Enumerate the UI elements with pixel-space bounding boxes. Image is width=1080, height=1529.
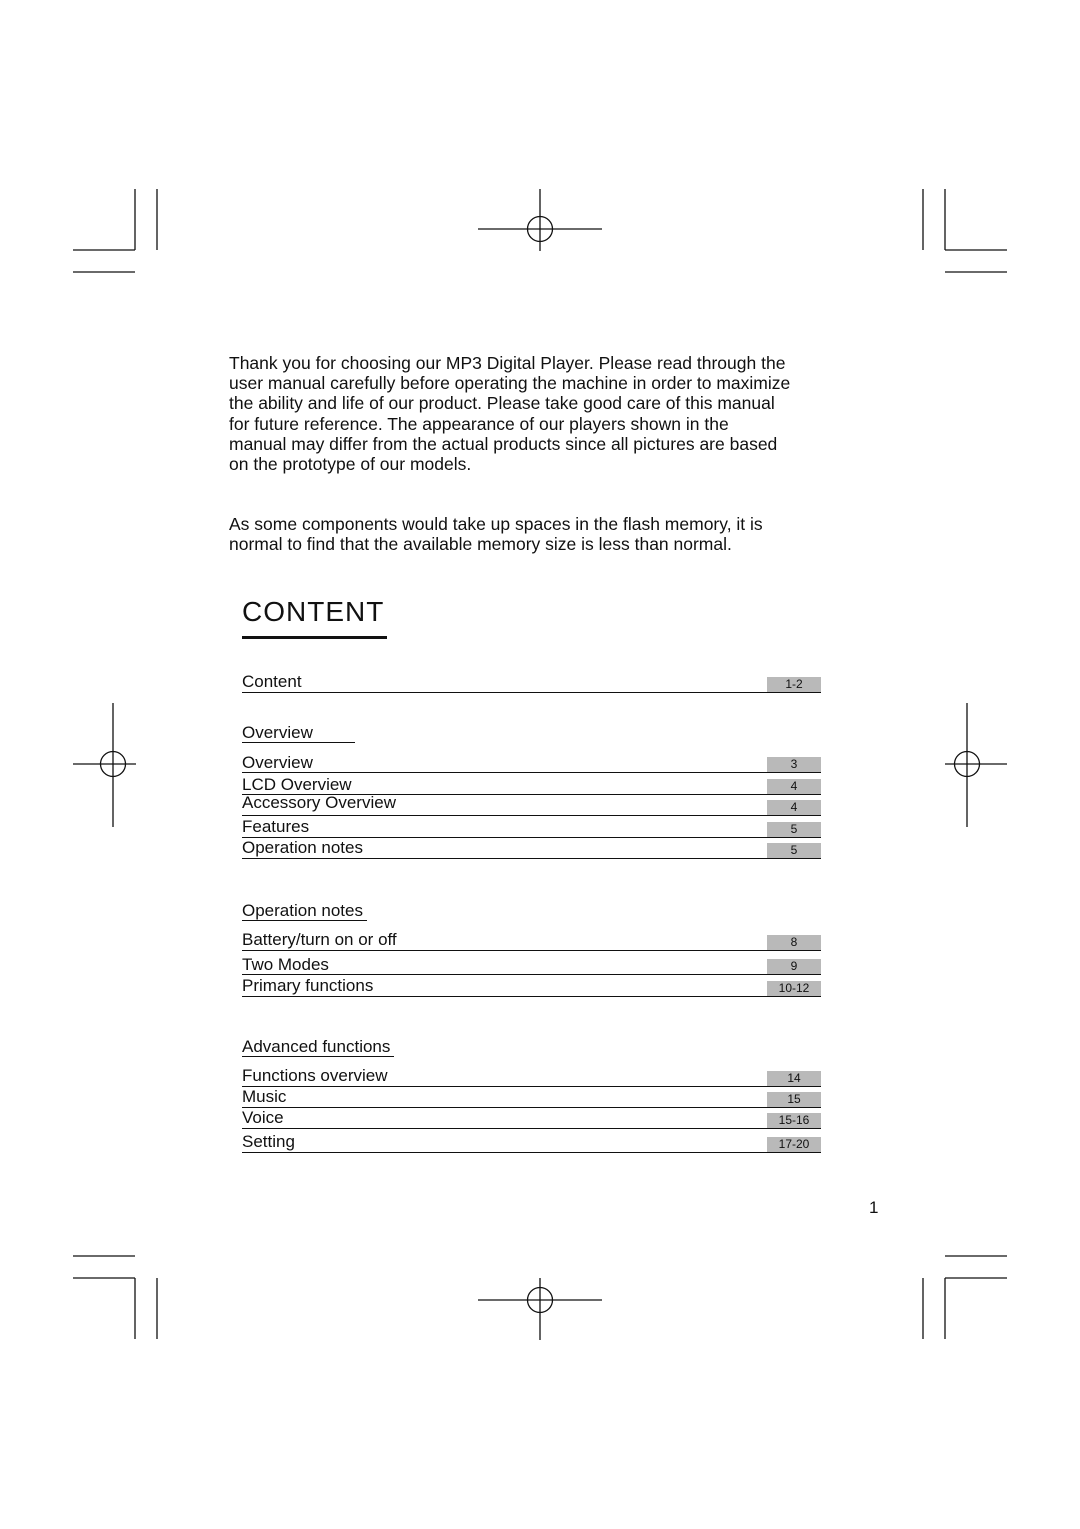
intro-paragraph-2: [229, 514, 859, 554]
toc-label: Overview: [242, 753, 313, 772]
toc-page-number: 14: [767, 1071, 821, 1086]
toc-row: [242, 773, 821, 795]
toc-page-number: 5: [767, 822, 821, 837]
toc-page-number: 17-20: [767, 1137, 821, 1152]
toc-row: [242, 794, 821, 816]
intro-line: manual may differ from the actual products since all pictures are based: [229, 433, 778, 454]
toc-row: [242, 953, 821, 975]
toc-label: LCD Overview: [242, 775, 352, 794]
toc-label: Setting: [242, 1132, 295, 1151]
section-title-overview: Overview: [242, 724, 355, 743]
toc-label: Voice: [242, 1108, 284, 1127]
intro-line: Thank you for choosing our MP3 Digital Player. Please read through the: [229, 353, 786, 373]
content-heading: CONTENT: [242, 596, 385, 627]
toc-page-number: 9: [767, 959, 821, 974]
toc-page-number: 15: [767, 1092, 821, 1107]
toc-label: Functions overview: [242, 1066, 388, 1085]
section-title-advanced-functions: Advanced functions: [242, 1038, 394, 1057]
intro-paragraph-1: [229, 353, 859, 474]
toc-row: [242, 837, 821, 859]
section-title-operation-notes: Operation notes: [242, 902, 367, 921]
toc-page-number: 4: [767, 800, 821, 815]
toc-label: Music: [242, 1087, 287, 1106]
toc-page-number: 1-2: [767, 677, 821, 692]
intro-line: for future reference. The appearance of our players shown in the: [229, 413, 729, 434]
page-number: 1: [869, 1198, 879, 1217]
toc-label: Accessory Overview: [242, 793, 396, 812]
toc-page-number: 15-16: [767, 1113, 821, 1128]
toc-label: Two Modes: [242, 955, 329, 974]
intro-line: the ability and life of our product. Please take good care of this manual: [229, 393, 775, 414]
intro-line: user manual carefully before operating the machine in order to maximize: [229, 373, 791, 394]
heading-underline: [242, 636, 387, 639]
toc-row-content: [242, 671, 821, 693]
toc-label: Primary functions: [242, 976, 374, 995]
intro-line: on the prototype of our models.: [229, 454, 472, 475]
toc-row: [242, 929, 821, 951]
toc-row: [242, 975, 821, 997]
toc-page-number: 3: [767, 757, 821, 772]
toc-label: Features: [242, 817, 310, 836]
intro-line: As some components would take up spaces in the flash memory, it is: [229, 514, 763, 534]
toc-row: [242, 1065, 821, 1087]
toc-page-number: 8: [767, 935, 821, 950]
toc-label: Battery/turn on or off: [242, 930, 397, 949]
toc-page-number: 10-12: [767, 981, 821, 996]
toc-row: [242, 1107, 821, 1129]
toc-row: [242, 1131, 821, 1153]
toc-label: Operation notes: [242, 838, 363, 857]
toc-label: Content: [242, 672, 302, 691]
toc-page-number: 4: [767, 779, 821, 794]
toc-row: [242, 816, 821, 838]
toc-row: [242, 1086, 821, 1108]
toc-row: [242, 751, 821, 773]
toc-page-number: 5: [767, 843, 821, 858]
intro-line: normal to find that the available memory size is less than normal.: [229, 534, 732, 555]
